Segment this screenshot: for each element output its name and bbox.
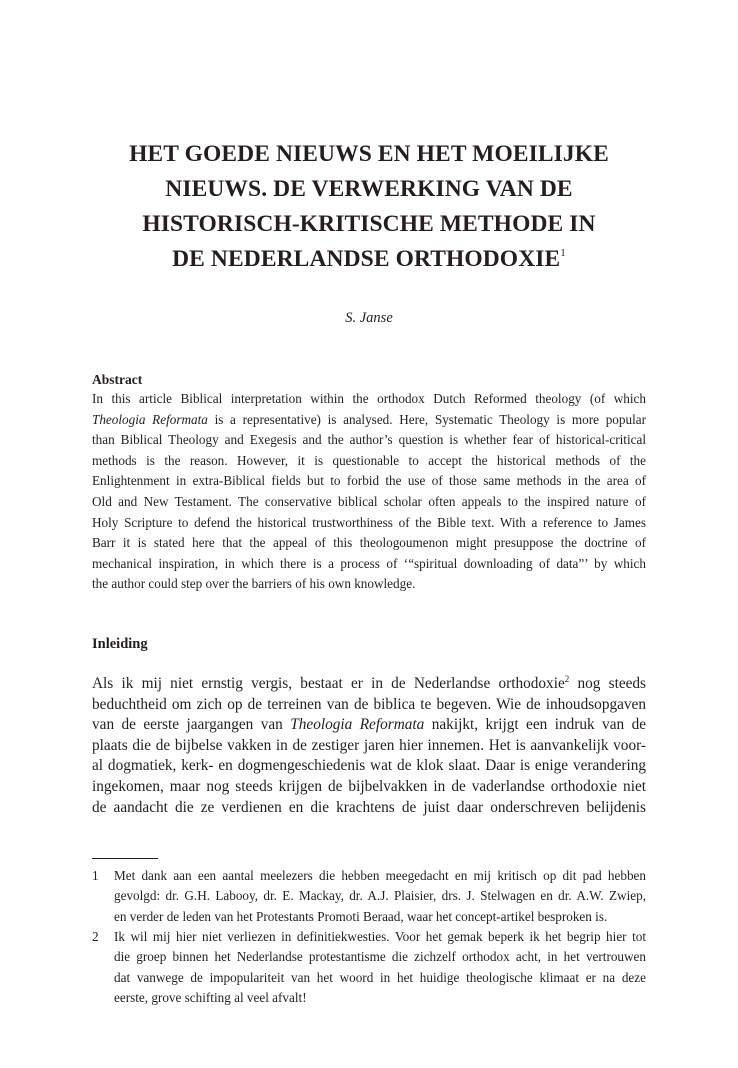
abstract-text [92,389,646,595]
abstract-line: Barr it is stated here that the appeal of this theologoumenon might presuppose the doctrine of [92,535,646,551]
abstract-line: methods is the reason. However, it is questionable to accept the historical methods of the [92,452,646,468]
footnote-line: Ik wil mij hier niet verliezen in definitiekwesties. Voor het gemak beperk ik het begrip hier tot [114,929,646,944]
footnote-divider [92,858,158,859]
abstract-line: Holy Scripture to defend the historical trustworthiness of the Bible text. With a reference to James [92,514,646,530]
title-line: NIEUWS. DE VERWERKING VAN DE [165,176,573,202]
abstract-line: mechanical inspiration, in which there is a process of ‘“spiritual downloading of data”’ by which [92,555,646,571]
section-heading: Inleiding [92,636,148,652]
footnote-number: 1 [92,868,99,883]
abstract-line: Theologia Reformata is a representative) is analysed. Here, Systematic Theology is more popular [92,411,646,427]
author: S. Janse [345,310,393,326]
body-line: beduchtheid om zich op de terreinen van de biblica te begeven. Wie de inhoudsopgaven [92,695,646,713]
journal-name: Theologia Reformata [290,716,425,734]
footnote-line: eerste, grove schifting al veel afvalt! [114,990,307,1006]
journal-name: Theologia Reformata [92,411,208,427]
footnote-line: dat vanwege de impopulariteit van het woord in het huidige theologische klimaat er na deze [114,969,646,985]
body-line: plaats die de bijbelse vakken in de zestiger jaren hier innemen. Het is aanvankelijk voor- [92,736,646,754]
body-line: al dogmatiek, kerk- en dogmengeschiedenis wat de klok slaat. Daar is enige verandering [92,757,646,775]
footnote-ref-2[interactable]: 2 [564,674,570,684]
footnote-number: 2 [92,929,99,944]
footnote-ref-1[interactable]: 1 [560,247,566,259]
abstract-line: than Biblical Theology and Exegesis and the author’s question is whether fear of historical-critical [92,432,646,448]
footnote-line: die groep binnen het Nederlandse protestantisme die zichzelf orthodox acht, in het vertrouwen [114,949,646,965]
title-line: HET GOEDE NIEUWS EN HET MOEILIJKE [129,141,609,167]
footnote-line: Met dank aan een aantal meelezers die hebben meegedacht en mij kritisch op dit pad hebben [114,868,646,883]
title-line-text: DE NEDERLANDSE ORTHODOXIE [172,246,561,272]
body-text [92,674,646,818]
body-line: de aandacht die ze verdienen en die krachtens de juist daar onderschreven belijdenis [92,798,646,816]
abstract-line: In this article Biblical interpretation within the orthodox Dutch Reformed theology (of which [92,391,646,406]
title-line: HISTORISCH-KRITISCHE METHODE IN [142,211,596,237]
footnote-text [114,927,646,1009]
abstract-line: the author could step over the barriers of his own knowledge. [92,576,416,592]
footnote-line: en verder de leden van het Protestants Promoti Beraad, waar het concept-artikel besproken is. [114,908,608,924]
title-line [92,242,646,277]
footnote-text [114,866,646,927]
abstract-line: Old and New Testament. The conservative biblical scholar often appeals to the inspired nature of [92,493,646,509]
abstract-line: Enlightenment in extra-Biblical fields but to forbid the use of those same methods in the area of [92,473,646,489]
footnote-line: gevolgd: dr. G.H. Labooy, dr. E. Mackay, dr. A.J. Plaisier, drs. J. Stelwagen en dr. A.W. Zwiep, [114,888,646,904]
article-title [92,137,646,277]
abstract-heading: Abstract [92,372,143,387]
body-line: ingekomen, maar nog steeds krijgen de bijbelvakken in de vaderlandse orthodoxie niet [92,777,646,795]
body-line: Als ik mij niet ernstig vergis, bestaat er in de Nederlandse orthodoxie$^2$ nog steeds [92,674,647,692]
body-line: van de eerste jaargangen van Theologia Reformata nakijkt, krijgt een indruk van de [92,716,647,734]
